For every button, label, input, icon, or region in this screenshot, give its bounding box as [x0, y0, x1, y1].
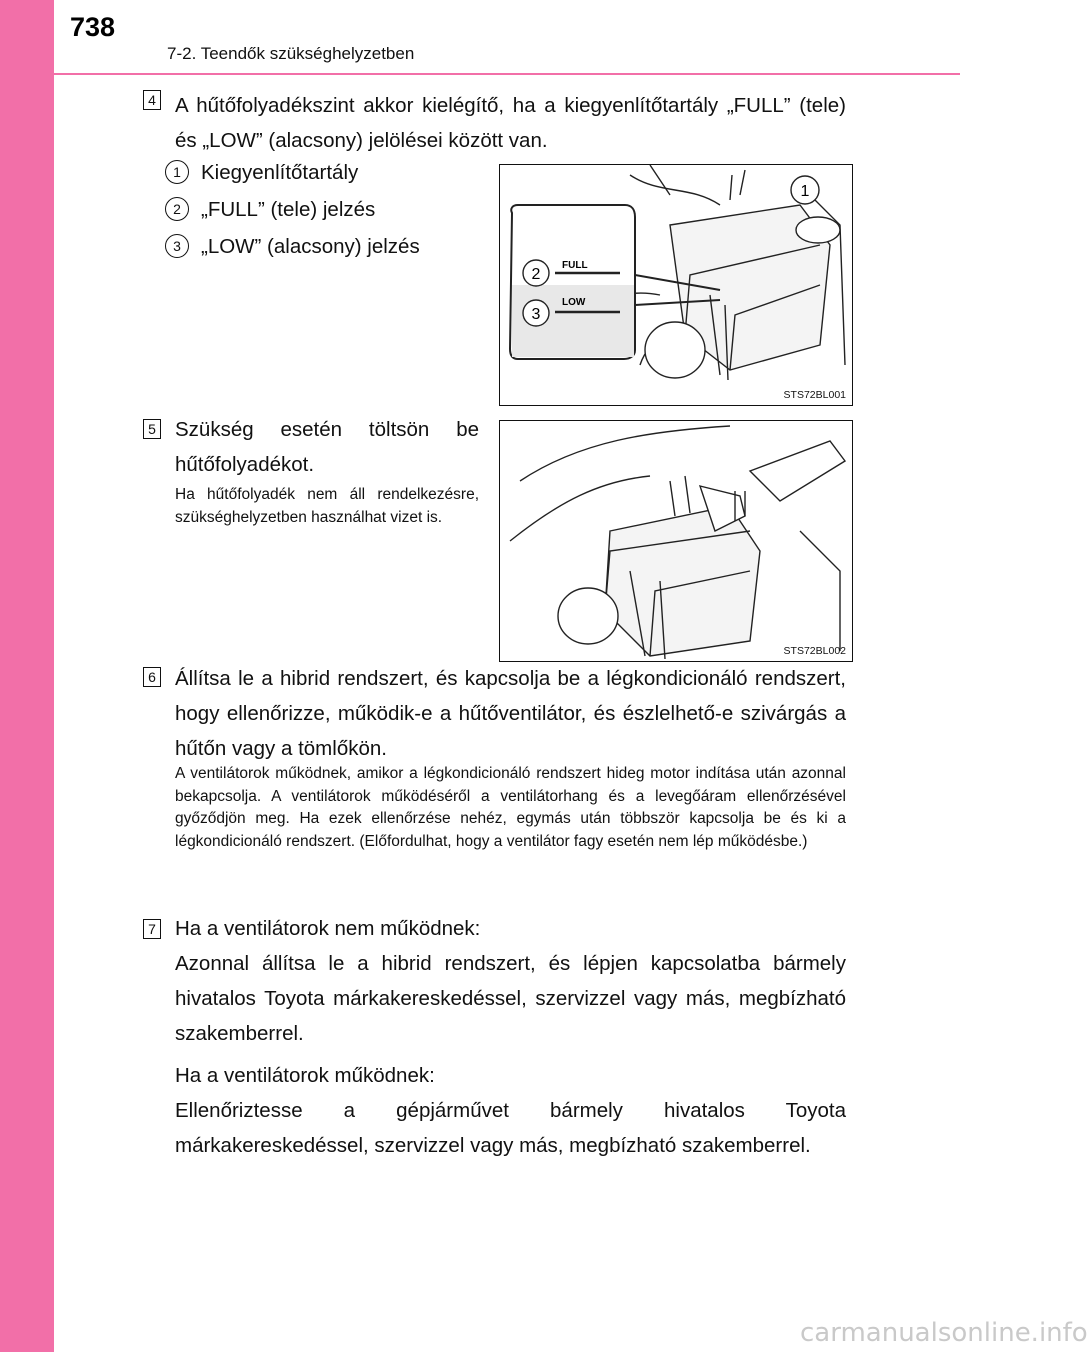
page-side-tab [0, 0, 54, 1352]
step-7-instruction-1: Azonnal állítsa le a hibrid rendszert, és lépjen kapcsolatba bármely hivatalos Toyota márkakereskedéssel, szervizzel vagy más, megbízható szakemberrel. [175, 952, 846, 1045]
step-6-note: A ventilátorok működnek, amikor a légkondicionáló rendszert hideg motor indítása után azonnal bekapcsolja. A ventilátorok működéséről a ventilátorhang és a levegőáram ellenőrzésével győződjön meg. Ha ezek ellenőrzése nehéz, egymás után többször kapcsolja be és ki a légkondicionáló rendszert. (Előfordulhat, hogy a ventilátor fagy esetén nem lép működésbe.) [175, 765, 846, 850]
callout-number: 1 [165, 160, 189, 184]
step-7-condition-2: Ha a ventilátorok működnek: [175, 1064, 435, 1087]
figure-reservoir-marks [499, 164, 853, 406]
legend-label: Kiegyenlítőtartály [201, 161, 359, 184]
header-rule [54, 73, 960, 75]
legend-item-1 [165, 160, 358, 185]
page-number: 738 [70, 12, 116, 42]
full-mark-label: FULL [562, 260, 588, 271]
step-4-text: A hűtőfolyadékszint akkor kielégítő, ha a kiegyenlítőtartály „FULL” (tele) és „LOW” (alacsony) jelölései között van. [175, 94, 846, 152]
step-6-text: Állítsa le a hibrid rendszert, és kapcsolja be a légkondicionáló rendszert, hogy ellenőrizze, működik-e a hűtőventilátor, és észlelhető-e szivárgás a hűtőn vagy a tömlőkön. [175, 667, 846, 760]
legend-item-3 [165, 234, 420, 259]
figure-callout-1: 1 [800, 183, 810, 200]
figure-refill-coolant [499, 420, 853, 662]
figure-callout-3: 3 [531, 306, 541, 323]
step-number-7: 7 [143, 919, 161, 939]
callout-number: 2 [165, 197, 189, 221]
figure-callout-2: 2 [531, 266, 541, 283]
refill-illustration [500, 421, 852, 661]
step-number-6: 6 [143, 667, 161, 687]
step-number-5: 5 [143, 419, 161, 439]
watermark: carmanualsonline.info [800, 1318, 1088, 1348]
legend-item-2 [165, 197, 375, 222]
callout-number: 3 [165, 234, 189, 258]
step-5-note: Ha hűtőfolyadék nem áll rendelkezésre, szükséghelyzetben használhat vizet is. [175, 486, 479, 526]
reservoir-illustration [500, 165, 852, 405]
step-7-condition-1: Ha a ventilátorok nem működnek: [175, 917, 481, 940]
figure-code: STS72BL001 [783, 389, 846, 401]
legend-label: „FULL” (tele) jelzés [201, 198, 376, 221]
step-number-4: 4 [143, 90, 161, 110]
legend-label: „LOW” (alacsony) jelzés [201, 235, 420, 258]
figure-code: STS72BL002 [783, 645, 846, 657]
step-7-instruction-2: Ellenőriztesse a gépjárművet bármely hivatalos Toyota márkakereskedéssel, szervizzel vagy más, megbízható szakemberrel. [175, 1099, 846, 1157]
step-5-text: Szükség esetén töltsön be hűtőfolyadékot. [175, 418, 479, 476]
low-mark-label: LOW [562, 297, 586, 308]
section-title: 7-2. Teendők szükséghelyzetben [167, 44, 415, 63]
step-7-block [175, 911, 846, 1163]
